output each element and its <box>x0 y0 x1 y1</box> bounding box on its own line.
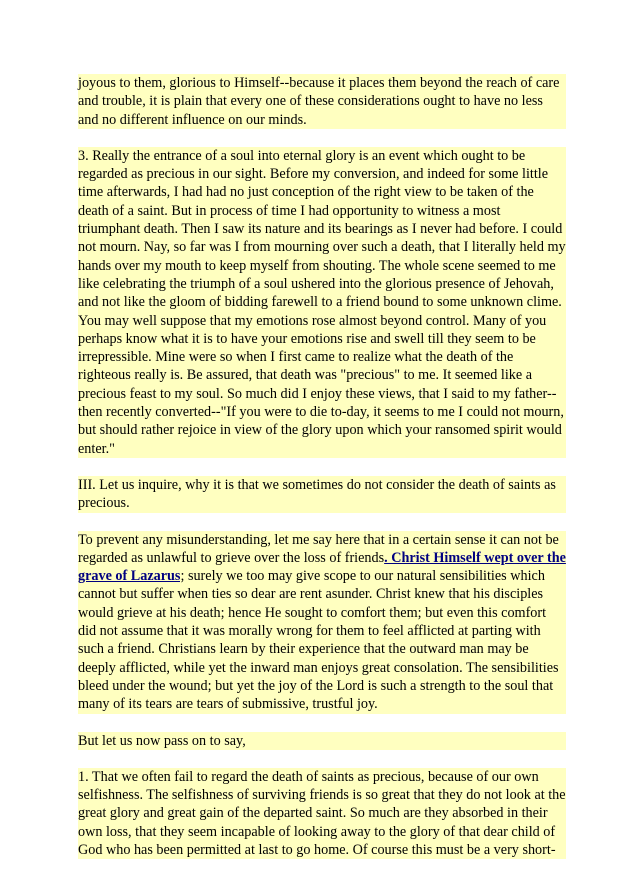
paragraph-5-text: But let us now pass on to say, <box>78 732 246 749</box>
paragraph-4-text-after: ; surely we too may give scope to our natural sensibilities which cannot but suffer when ties so dear are rent asunder. Christ knew that his disciples would grieve at his death; hence He sought to comfort them; but even this comfort did not assume that it was morally wrong for them to feel afflicted at parting with such a friend. Christians learn by their experience that the outward man may be deeply afflicted, while yet the inward man enjoys great consolation. The sensibilities bleed under the wound; but yet the joy of the Lord is such a strength to the soul that many of its tears are tears of submissive, trustful joy. <box>78 568 559 713</box>
paragraph-1-text: joyous to them, glorious to Himself--because it places them beyond the reach of care and trouble, it is plain that every one of these considerations ought to have no less and no different influence on our minds. <box>78 75 560 128</box>
paragraph-2-text: 3. Really the entrance of a soul into eternal glory is an event which ought to be regarded as precious in our sight. Before my conversion, and indeed for some little time afterwards, I had had no just conception of the right view to be taken of the death of a saint. But in process of time I had opportunity to witness a most triumphant death. Then I saw its nature and its bearings as I never had before. I could not mourn. Nay, so far was I from mourning over such a death, that I literally held my hands over my mouth to keep myself from shouting. The whole scene seemed to me like celebrating the triumph of a soul ushered into the glorious presence of Jehovah, and not like the gloom of bidding farewell to a friend bound to some unknown clime. You may well suppose that my emotions rose almost beyond control. Many of you perhaps know what it is to have your emotions rise and swell till they seem to be irrepressible. Mine were so when I first came to realize what the death of the righteous really is. Be assured, that death was "precious" to me. It seemed like a precious feast to my soul. So much did I enjoy these views, that I said to my father--then recently converted--"If you were to die to-day, it seems to me I could not mourn, but should rather rejoice in view of the glory upon which your ransomed spirit would enter." <box>78 147 566 457</box>
paragraph-4-text-before: To prevent any misunderstanding, let me say here that in a certain sense it can not be regarded as unlawful to grieve over the loss of friends <box>78 531 559 566</box>
paragraph-2 <box>78 147 566 458</box>
paragraph-5 <box>78 732 566 750</box>
scripture-reference-link[interactable]: . Christ Himself wept over the grave of Lazarus <box>78 549 566 585</box>
paragraph-6-text: 1. That we often fail to regard the death of saints as precious, because of our own selfishness. The selfishness of surviving friends is so great that they do not look at the great glory and great gain of the departed saint. So much are they absorbed in their own loss, that they seem incapable of looking away to the glory of that dear child of God who has been permitted at last to go home. Of course this must be a very short- <box>78 768 566 858</box>
paragraph-3-text: III. Let us inquire, why it is that we sometimes do not consider the death of saints as precious. <box>78 476 556 512</box>
paragraph-3 <box>78 476 566 513</box>
paragraph-6 <box>78 768 566 859</box>
document-page <box>78 74 566 877</box>
paragraph-1 <box>78 74 566 129</box>
paragraph-4 <box>78 531 566 714</box>
